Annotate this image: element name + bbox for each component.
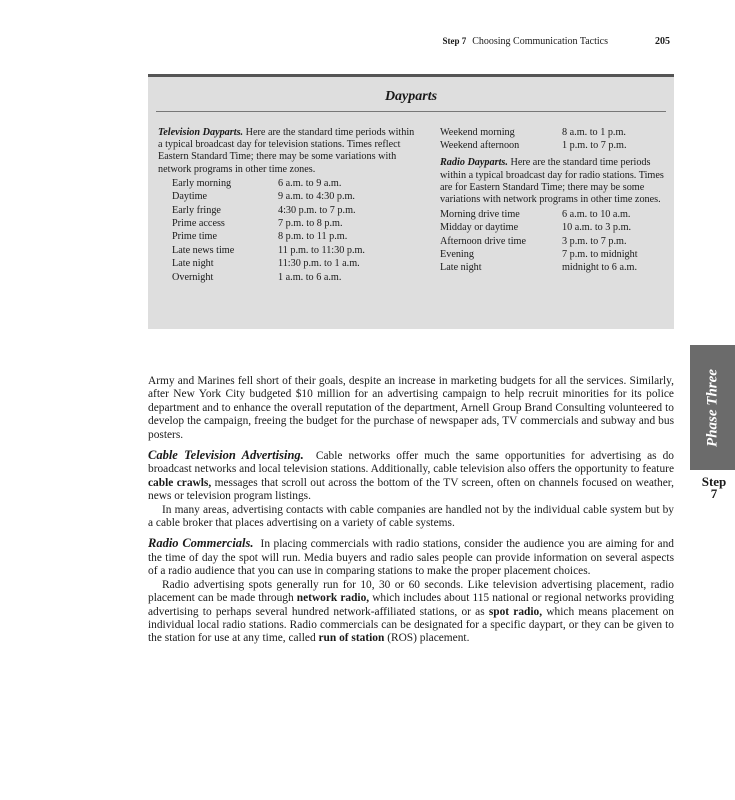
paragraph: Army and Marines fell short of their goals, despite an increase in marketing budgets for all the services. Similarly, after New York City budgeted $10 million for an advertising campaign to help recruit minorities for its police department and to enhance the overall reputation of the department, Arnell Group Brand Consulting volunteered to develop the campaign, freeing the budget for the purchase of newspaper ads, TV commercials and subway and bus posters. — [148, 375, 674, 441]
table-row: Late night midnight to 6 a.m. — [440, 261, 637, 273]
radio-lead: Radio Dayparts. — [440, 157, 508, 169]
term: spot radio, — [488, 605, 543, 618]
table-row: Weekend morning 8 a.m. to 1 p.m. — [440, 127, 626, 138]
paragraph: Radio advertising spots generally run for 10, 30 or 60 seconds. Like television advertising placement, radio placement can be made through network radio, which includes about 115 national or regional networks providing advertising to perhaps several hundred network-affiliated stations, or as spot radio, which means placement on individual local radio stations. Radio commercials can be designated for a specific daypart, or they can be given to the station for use at any time, called run of station (ROS) placement. — [148, 578, 674, 645]
section-heading: Radio Commercials. — [148, 536, 254, 551]
dayparts-sidebar-box — [148, 74, 674, 329]
table-row: Early fringe 4:30 p.m. to 7 p.m. — [172, 204, 356, 216]
term: network radio, — [296, 592, 370, 605]
table-row: Weekend afternoon 1 p.m. to 7 p.m. — [440, 140, 627, 152]
table-row: Midday or daytime 10 a.m. to 3 p.m. — [440, 222, 632, 234]
table-row: Morning drive time 6 a.m. to 10 a.m. — [440, 209, 631, 221]
term: cable crawls, — [148, 476, 212, 489]
running-header — [150, 36, 680, 52]
body-text — [148, 375, 674, 646]
tv-dayparts-column — [158, 127, 420, 285]
box-title: Dayparts — [384, 89, 438, 104]
table-row: Evening 7 p.m. to midnight — [440, 248, 638, 260]
phase-label: Phase Three — [704, 368, 720, 447]
tv-lead: Television Dayparts. — [158, 127, 244, 138]
radio-dayparts-column — [440, 127, 668, 275]
paragraph: In many areas, advertising contacts with cable companies are handled not by the individual cable system but by a cable broker that places advertising on a variety of cable systems. — [148, 503, 674, 530]
tv-daypart-table — [158, 178, 420, 285]
table-row: Overnight 1 a.m. to 6 a.m. — [172, 271, 342, 283]
title-rule — [156, 111, 666, 112]
step-number: 7 — [710, 486, 718, 501]
paragraph: Radio Commercials. In placing commercials with radio stations, consider the audience you are aiming for and the time of day the spot will run. Media buyers and radio sales people can provide information on several aspects of a radio audience that you can use in comparing stations to make the proper placement choices. — [148, 536, 674, 578]
table-row: Prime access 7 p.m. to 8 p.m. — [172, 217, 343, 229]
radio-intro: Radio Dayparts. Here are the standard time periods within a typical broadcast day for radio stations. Times are for Eastern Standard Time; there may be some variations with network programs in other time zones. — [440, 157, 664, 205]
section-heading: Cable Television Advertising. — [148, 448, 304, 463]
tv-intro: Television Dayparts. Here are the standard time periods within a typical broadcast day for television stations. Times reflect Eastern Standard Time; there may be some variations with network programs in other time zones. — [158, 127, 415, 175]
table-row: Daytime 9 a.m. to 4:30 p.m. — [172, 191, 355, 203]
table-row: Early morning 6 a.m. to 9 a.m. — [172, 177, 342, 189]
table-row: Late night 11:30 p.m. to 1 a.m. — [172, 258, 360, 270]
paragraph: Cable Television Advertising. Cable networks offer much the same opportunities for advertising as do broadcast networks and local television stations. Additionally, cable television also offers the opportunity to feature cable crawls, messages that scroll out across the bottom of the TV screen, often on channels focused on weather, news or television program listings. — [148, 448, 674, 503]
chapter-title: Step 7 Choosing Communication Tactics — [442, 36, 608, 47]
step-marker — [694, 476, 734, 500]
step-label: Step 7 — [442, 36, 467, 46]
page-number: 205 — [655, 36, 670, 47]
table-row: Afternoon drive time 3 p.m. to 7 p.m. — [440, 235, 627, 247]
step-word: Step — [701, 474, 727, 489]
table-row: Late news time 11 p.m. to 11:30 p.m. — [172, 244, 365, 256]
phase-side-tab — [690, 345, 735, 470]
term: run of station — [318, 632, 385, 645]
table-row: Prime time 8 p.m. to 11 p.m. — [172, 231, 348, 243]
